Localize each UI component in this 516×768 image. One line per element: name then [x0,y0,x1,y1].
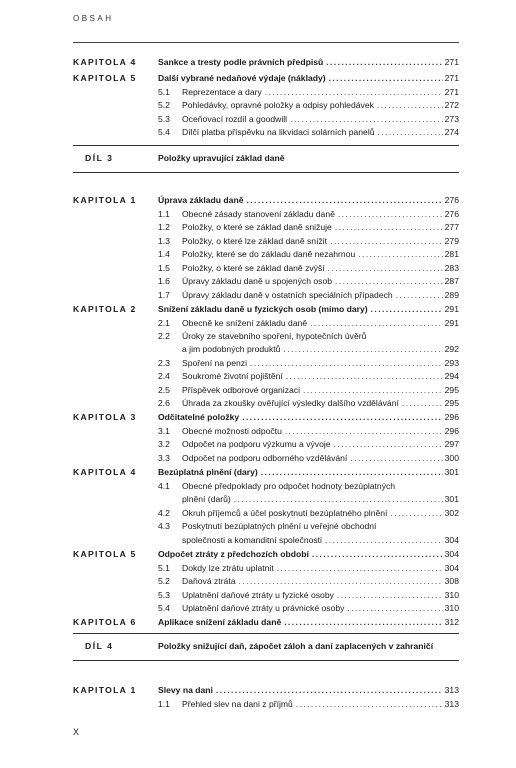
entry-body [182,99,459,112]
section-number: 2.4 [158,371,170,381]
entry-body [182,452,459,465]
page-ref: 289 [444,290,459,300]
dot-leader [286,370,443,383]
entry-title: Soukromé životní pojištění [182,371,283,381]
toc-section-entry [0,452,516,465]
section-number: 2.2 [158,331,170,341]
toc-section-entry [0,357,516,370]
section-number: 1.5 [158,263,170,273]
entry-title: Dílčí platba příspěvku na likvidaci solárních panelů [182,127,375,137]
chapter-label: KAPITOLA 5 [73,73,137,83]
page-ref: 297 [444,439,459,449]
entry-body [182,126,459,139]
entry-body [158,548,459,561]
entry-body [182,425,459,438]
entry-body [182,86,459,99]
toc-section-entry [0,99,516,112]
page-ref: 313 [444,685,459,695]
section-number: 1.1 [158,209,170,219]
toc-section-entry [0,330,516,343]
entry-title: Reprezentace a dary [182,87,262,97]
dot-leader [335,275,443,288]
chapter-label: KAPITOLA 4 [73,57,137,67]
entry-title: Přehled slev na dani z příjmů [182,699,293,709]
entry-body [158,466,459,479]
entry-body [182,397,459,410]
dot-leader [350,452,442,465]
part-label: DÍL 3 [85,153,114,163]
entry-title: Oceňovací rozdíl a goodwill [182,114,288,124]
dot-leader [378,126,443,139]
entry-title: Snížení základu daně u fyzických osob (mimo dary) [158,304,368,314]
dot-leader [234,493,443,506]
toc-chapter-entry [0,303,516,316]
dot-leader [283,343,442,356]
section-number: 1.6 [158,276,170,286]
entry-body [182,507,459,520]
page-ref: 308 [444,576,459,586]
entry-body [182,248,459,261]
toc-section-entry [0,262,516,275]
entry-body [182,480,459,493]
page-ref: 281 [444,249,459,259]
section-number: 4.2 [158,508,170,518]
toc-section-entry [0,221,516,234]
section-number: 5.4 [158,603,170,613]
page-ref: 313 [444,699,459,709]
entry-title: Odpočet ztráty z předchozích období [158,549,309,559]
dot-leader [296,698,443,711]
section-number: 1.2 [158,222,170,232]
toc-section-entry [0,126,516,139]
page-ref: 293 [444,358,459,368]
dot-leader [312,548,443,561]
part-heading [73,145,459,173]
section-number: 2.5 [158,385,170,395]
entry-title: Bezúplatná plnění (dary) [158,467,258,477]
page-ref: 272 [444,100,459,110]
entry-body [158,72,459,85]
toc-section-entry [0,289,516,302]
section-number: 4.1 [158,481,170,491]
entry-title: Daňová ztráta [182,576,236,586]
entry-body [158,616,459,629]
entry-body [182,113,459,126]
section-number: 1.4 [158,249,170,259]
entry-body [182,370,459,383]
section-number: 2.6 [158,398,170,408]
page-ref: 296 [444,412,459,422]
entry-title: Sankce a tresty podle právních předpisů [158,57,324,67]
dot-leader [250,357,443,370]
entry-body [182,357,459,370]
section-number: 4.3 [158,521,170,531]
toc-section-entry [0,589,516,602]
section-number: 2.3 [158,358,170,368]
entry-title: Úroky ze stavebního spoření, hypotečních úvěrů [182,331,367,341]
toc-section-entry [0,698,516,711]
dot-leader [335,221,443,234]
chapter-label: KAPITOLA 2 [73,304,137,314]
page-ref: 276 [444,209,459,219]
page-ref: 271 [444,87,459,97]
page-ref: 304 [444,535,459,545]
part-title: Položky snižující daň, zápočet záloh a daní zaplacených v zahraničí [158,641,434,651]
entry-body [182,343,459,356]
entry-title: Obecné zásady stanovení základu daně [182,209,335,219]
entry-title: Uplatnění daňové ztráty u fyzické osoby [182,590,334,600]
section-number: 5.4 [158,127,170,137]
toc-chapter-entry [0,56,516,69]
toc-chapter-entry [0,684,516,697]
entry-body [158,56,459,69]
entry-title: Úpravy základu daně v ostatních speciálních případech [182,290,393,300]
dot-leader [337,589,443,602]
dot-leader [326,56,442,69]
entry-body [182,589,459,602]
toc-section-entry [0,534,516,547]
page-ref: 301 [444,494,459,504]
dot-leader [239,575,443,588]
entry-body [158,194,459,207]
entry-body [182,562,459,575]
toc-section-entry [0,248,516,261]
entry-body [182,493,459,506]
chapter-label: KAPITOLA 6 [73,617,137,627]
toc-section-entry [0,113,516,126]
entry-body [158,684,459,697]
dot-leader [402,397,443,410]
chapter-label: KAPITOLA 1 [73,195,137,205]
dot-leader [347,602,442,615]
page-ref: 271 [444,57,459,67]
header-rule [73,42,459,43]
page-number: X [73,727,80,737]
section-number: 1.1 [158,699,170,709]
section-number: 5.1 [158,563,170,573]
page-ref: 279 [444,236,459,246]
toc-section-entry [0,384,516,397]
entry-title: Aplikace snížení základu daně [158,617,282,627]
dot-leader [371,303,443,316]
dot-leader [329,72,443,85]
entry-title: Okruh příjemců a účel poskytnutí bezúplatného plnění [182,508,388,518]
page-ref: 295 [444,385,459,395]
entry-body [182,289,459,302]
page-ref: 271 [444,73,459,83]
page-ref: 301 [444,467,459,477]
toc-chapter-entry [0,548,516,561]
dot-leader [325,534,443,547]
entry-title: Položky, které se do základu daně nezahrnou [182,249,356,259]
page-ref: 304 [444,549,459,559]
dot-leader [310,317,442,330]
toc-chapter-entry [0,72,516,85]
dot-leader [328,262,443,275]
dot-leader [261,466,443,479]
toc-section-entry [0,370,516,383]
toc-section-entry [0,438,516,451]
toc-section-entry [0,493,516,506]
entry-body [182,602,459,615]
toc-section-entry [0,317,516,330]
entry-title: Úhrada za zkoušky ověřující výsledky dalšího vzdělávání [182,398,399,408]
entry-title: Příspěvek odborové organizaci [182,385,300,395]
toc-chapter-entry [0,616,516,629]
toc-section-entry [0,275,516,288]
entry-title: plnění (darů) [182,494,231,504]
entry-body [182,317,459,330]
entry-title: Další vybrané nedaňové výdaje (náklady) [158,73,326,83]
entry-title: Položky, o které se základ daně snižuje [182,222,332,232]
section-number: 5.2 [158,576,170,586]
entry-body [182,330,459,343]
entry-title: společnosti a komanditní společnosti [182,535,322,545]
section-number: 5.1 [158,87,170,97]
page-ref: 302 [444,508,459,518]
section-number: 3.3 [158,453,170,463]
dot-leader [247,194,443,207]
page-ref: 291 [444,304,459,314]
entry-body [182,438,459,451]
part-heading [73,633,459,661]
entry-body [182,698,459,711]
section-number: 3.1 [158,426,170,436]
toc-section-entry [0,208,516,221]
section-number: 2.1 [158,318,170,328]
running-head: OBSAH [73,14,114,23]
page-ref: 310 [444,590,459,600]
dot-leader [285,425,443,438]
entry-title: Položky, o které se základ daně zvýší [182,263,325,273]
entry-body [182,534,459,547]
dot-leader [390,507,442,520]
dot-leader [358,248,442,261]
entry-body [182,275,459,288]
entry-body [182,384,459,397]
entry-title: Dokdy lze ztrátu uplatnit [182,563,274,573]
entry-title: a jim podobných produktů [182,344,281,354]
dot-leader [216,684,443,697]
entry-title: Odčitatelné položky [158,412,240,422]
section-number: 5.3 [158,114,170,124]
chapter-label: KAPITOLA 4 [73,467,137,477]
toc-section-entry [0,507,516,520]
entry-title: Obecné předpoklady pro odpočet hodnoty bezúplatných [182,481,396,491]
page-ref: 294 [444,371,459,381]
entry-title: Odpočet na podporu odborného vzdělávání [182,453,348,463]
entry-title: Obecné možnosti odpočtu [182,426,282,436]
page-ref: 273 [444,114,459,124]
dot-leader [242,411,442,424]
page-ref: 291 [444,318,459,328]
entry-title: Obecně ke snížení základu daně [182,318,308,328]
toc-section-entry [0,86,516,99]
entry-body [158,303,459,316]
entry-title: Pohledávky, opravné položky a odpisy pohledávek [182,100,374,110]
dot-leader [396,289,443,302]
toc-chapter-entry [0,411,516,424]
entry-title: Poskytnutí bezúplatných plnění u veřejné obchodní [182,521,377,531]
section-number: 5.3 [158,590,170,600]
entry-body [182,575,459,588]
dot-leader [338,208,443,221]
toc-section-entry [0,562,516,575]
section-number: 3.2 [158,439,170,449]
entry-body [158,411,459,424]
entry-body [182,262,459,275]
entry-title: Úprava základu daně [158,195,244,205]
part-label: DÍL 4 [85,641,114,651]
page-ref: 274 [444,127,459,137]
section-number: 1.7 [158,290,170,300]
part-title: Položky upravující základ daně [158,153,285,163]
toc-section-entry [0,425,516,438]
page-ref: 295 [444,398,459,408]
entry-title: Úpravy základu daně u spojených osob [182,276,333,286]
page-ref: 304 [444,563,459,573]
section-number: 5.2 [158,100,170,110]
page-ref: 310 [444,603,459,613]
chapter-label: KAPITOLA 5 [73,549,137,559]
entry-title: Odpočet na podporu výzkumu a vývoje [182,439,331,449]
entry-body [182,221,459,234]
toc-chapter-entry [0,466,516,479]
page-ref: 287 [444,276,459,286]
dot-leader [265,86,443,99]
dot-leader [377,99,443,112]
toc-chapter-entry [0,194,516,207]
entry-title: Položky, o které lze základ daně snížit [182,236,328,246]
entry-body [182,235,459,248]
page-ref: 292 [444,344,459,354]
toc-section-entry [0,602,516,615]
dot-leader [290,113,443,126]
toc-section-entry [0,520,516,533]
dot-leader [334,438,443,451]
entry-title: Spoření na penzi [182,358,247,368]
dot-leader [330,235,443,248]
toc-section-entry [0,480,516,493]
entry-title: Uplatnění daňové ztráty u právnické osoby [182,603,345,613]
page-ref: 276 [444,195,459,205]
page-ref: 296 [444,426,459,436]
chapter-label: KAPITOLA 3 [73,412,137,422]
dot-leader [284,616,442,629]
page-ref: 283 [444,263,459,273]
entry-body [182,208,459,221]
entry-body [182,520,459,533]
toc-section-entry [0,575,516,588]
entry-title: Slevy na dani [158,685,213,695]
page-ref: 300 [444,453,459,463]
dot-leader [303,384,443,397]
chapter-label: KAPITOLA 1 [73,685,137,695]
toc-section-entry [0,397,516,410]
toc-section-entry [0,235,516,248]
dot-leader [277,562,443,575]
section-number: 1.3 [158,236,170,246]
toc-section-entry [0,343,516,356]
page-ref: 277 [444,222,459,232]
page-ref: 312 [444,617,459,627]
